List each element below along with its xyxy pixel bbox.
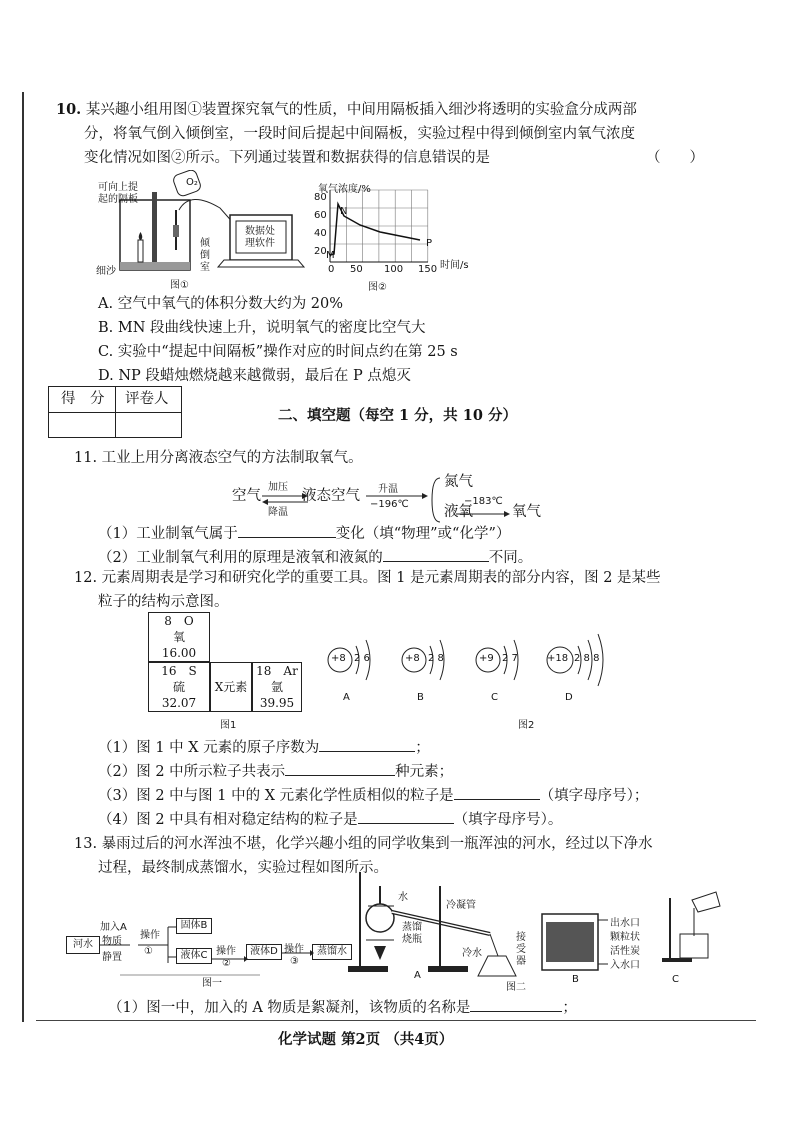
pt-ar-name: 氩 (270, 680, 283, 694)
section2-title: 二、填空题（每空 1 分，共 10 分） (278, 407, 517, 424)
q12-number: 12. (74, 570, 98, 586)
q10-stem (56, 98, 637, 122)
flow-liquid-air: 液态空气 (302, 488, 360, 504)
chart-ytick-80: 80 (314, 192, 327, 203)
flow-liquid-oxygen: 液氧 (444, 504, 473, 520)
chart-ytick-40: 40 (314, 228, 327, 239)
margin-line (22, 92, 24, 1022)
flow-air: 空气 (232, 488, 261, 504)
app-receiver-1: 接 (516, 932, 526, 943)
pt-s-mass: 32.07 (161, 696, 197, 710)
flow-op1-1: 操作 (140, 930, 160, 941)
q12-sub3-text-a: （3）图 2 中与图 1 中的 X 元素化学性质相似的粒子是 (98, 788, 454, 804)
candle (138, 240, 143, 262)
fig1-partition-label-2: 起的隔板 (98, 194, 138, 205)
page-footer (278, 1028, 453, 1052)
pt-ar-num: 18 Ar (256, 664, 298, 678)
q12-sub2-blank[interactable] (285, 761, 395, 776)
q12-sub4-text-b: （填字母序号）。 (453, 812, 563, 828)
pt-cell-oxygen (148, 612, 210, 662)
app-caption: 图二 (506, 982, 526, 993)
app-flask-1: 蒸馏 (402, 922, 422, 933)
fig1-pour-chamber-1: 倾 (200, 238, 210, 249)
flow-add-a-1: 加入A (100, 922, 127, 933)
app-water: 水 (398, 892, 408, 903)
distill-flask (366, 904, 394, 932)
app-receiver-2: 受 (516, 944, 526, 955)
particle-c-shells: 2 7 (502, 653, 518, 664)
pt-o-num: 8 O (164, 614, 194, 628)
chart-xtick-150: 150 (418, 264, 438, 275)
q10-line3-text: 变化情况如图②所示。下列通过装置和数据获得的信息错误的是 (84, 150, 490, 166)
particle-a-label: A (343, 692, 350, 703)
q13-number: 13. (74, 836, 98, 852)
q10-option-b: B. MN 段曲线快速上升，说明氧气的密度比空气大 (98, 320, 426, 336)
activated-carbon (546, 922, 594, 962)
carbon-filter (540, 912, 610, 972)
flow-liquid-c-text: 液体C (180, 950, 208, 961)
q11-stem (74, 446, 363, 470)
q12-sub1-blank[interactable] (319, 737, 415, 752)
score-table (48, 386, 182, 438)
footer-page: 第2页 (341, 1031, 381, 1048)
particle-diagrams (320, 620, 630, 710)
flow-op2-1: 操作 (216, 946, 236, 957)
chart-point-n: N (340, 206, 348, 217)
pt-s-num: 16 S (161, 664, 197, 678)
chart-ylabel: 氧气浓度/% (318, 184, 371, 195)
q11-sub2-blank[interactable] (383, 547, 489, 562)
fig1-pour-chamber-2: 倒 (200, 250, 210, 261)
q12-fig1-caption: 图1 (220, 720, 237, 731)
particle-a-nucleus: +8 (331, 653, 346, 664)
pour-label-c: C (672, 974, 679, 985)
app-label-a: A (414, 970, 421, 981)
flow-op2-2: ② (222, 958, 231, 969)
flow-temp2: −183℃ (464, 496, 503, 507)
footer-subject: 化学试题 (278, 1031, 336, 1048)
flow-solid-b-text: 固体B (180, 920, 208, 931)
fig1-caption: 图① (170, 280, 189, 291)
footer-rule (36, 1020, 756, 1021)
particle-b-shells: 2 8 (428, 653, 444, 664)
particle-d-nucleus: +18 (547, 653, 569, 664)
q13-line1: 暴雨过后的河水浑浊不堪，化学兴趣小组的同学收集到一瓶浑浊的河水，经过以下净水 (101, 836, 653, 852)
chart-ytick-20: 20 (314, 246, 327, 257)
chart-grid (330, 190, 428, 262)
fig1-software-1: 数据处 (245, 226, 275, 237)
filter-carbon-1: 颗粒状 (610, 932, 640, 943)
q12-sub2-text-b: 种元素； (395, 764, 454, 780)
q12-fig2-caption: 图2 (518, 720, 535, 731)
fig1-o2-label: O₂ (186, 177, 198, 188)
q12-sub2-text-a: （2）图 2 中所示粒子共表示 (98, 764, 286, 780)
beaker-c (680, 934, 708, 958)
q11-sub2-text-b: 不同。 (488, 550, 533, 566)
chart-xtick-100: 100 (384, 264, 404, 275)
filter-carbon-2: 活性炭 (610, 946, 640, 957)
flow-heat: 升温 (378, 484, 398, 495)
partition (152, 192, 157, 262)
q10-line1: 某兴趣小组用图①装置探究氧气的性质，中间用隔板插入细沙将透明的实验盒分成两部 (85, 102, 637, 118)
q12-sub4 (98, 808, 562, 832)
particle-c-nucleus: +9 (479, 653, 494, 664)
q10-line2: 分，将氧气倒入倾倒室，一段时间后提起中间隔板，实验过程中得到倾倒室内氧气浓度 (84, 126, 635, 142)
fig1-software-2: 理软件 (245, 238, 275, 249)
pt-x-name: X元素 (214, 680, 248, 694)
flow-add-a-2: 物质 (102, 936, 122, 947)
app-cold-water: 冷水 (462, 948, 482, 959)
flow-caption: 图一 (202, 978, 222, 989)
q11-sub1-blank[interactable] (238, 523, 336, 538)
q13-sub1-text-b: ； (562, 1000, 577, 1016)
q12-sub4-blank[interactable] (358, 809, 454, 824)
q13-sub1 (108, 996, 577, 1020)
q11-sub2-text-a: （2）工业制氧气利用的原理是液氧和液氮的 (98, 550, 383, 566)
filter-outlet: 出水口 (610, 918, 640, 929)
q12-sub1-text-a: （1）图 1 中 X 元素的原子序数为 (98, 740, 320, 756)
q12-sub3 (98, 784, 648, 808)
fig1-partition-label-1: 可向上提 (98, 182, 138, 193)
pt-s-name: 硫 (172, 680, 185, 694)
q12-sub3-text-b: （填字母序号）； (539, 788, 649, 804)
chart-ytick-60: 60 (314, 210, 327, 221)
score-col1: 得 分 (61, 391, 105, 407)
sand-layer (120, 262, 190, 270)
flow-settle: 静置 (102, 952, 122, 963)
pt-ar-mass: 39.95 (259, 696, 295, 710)
chart-caption: 图② (368, 282, 387, 293)
particle-d-shells: 2 8 8 (574, 653, 600, 664)
q12-sub3-blank[interactable] (454, 785, 540, 800)
q13-line2: 过程，最终制成蒸馏水，实验过程如图所示。 (98, 860, 388, 876)
q10-option-c: C. 实验中“提起中间隔板”操作对应的时间点约在第 25 s (98, 344, 458, 360)
flow-river-text: 河水 (73, 939, 93, 950)
q13-sub1-blank[interactable] (470, 997, 562, 1012)
q12-stem (74, 566, 661, 590)
app-condenser: 冷凝管 (446, 900, 476, 911)
q10-answer-paren: （ ） (646, 150, 704, 166)
pt-cell-x (210, 662, 252, 712)
q12-line2: 粒子的结构示意图。 (98, 594, 229, 610)
flow-nitrogen: 氮气 (444, 474, 473, 490)
flow-op1-2: ① (144, 946, 153, 957)
filter-label-b: B (572, 974, 579, 985)
q12-sub2 (98, 760, 453, 784)
particle-c-label: C (491, 692, 498, 703)
receiver-flask (478, 956, 516, 976)
particle-d-label: D (565, 692, 573, 703)
q10-option-d: D. NP 段蜡烛燃烧越来越微弱，最后在 P 点熄灭 (98, 368, 411, 384)
pt-o-name: 氧 (172, 630, 185, 644)
flow-temp1: −196℃ (370, 499, 409, 510)
q12-sub1-text-b: ； (415, 740, 430, 756)
pt-o-mass: 16.00 (161, 646, 197, 660)
filter-inlet: 入水口 (610, 960, 640, 971)
chart-point-p: P (426, 238, 433, 249)
chart-xtick-50: 50 (350, 264, 363, 275)
flow-liquid-d-text: 液体D (250, 946, 278, 957)
fig1-sand-label: 细沙 (96, 266, 116, 277)
q12-line1: 元素周期表是学习和研究化学的重要工具。图 1 是元素周期表的部分内容，图 2 是某些 (101, 570, 661, 586)
chart-point-m: M (326, 250, 335, 261)
pt-cell-argon (252, 662, 302, 712)
app-receiver-3: 器 (516, 956, 526, 967)
q11-sub1-text-b: 变化（填“物理”或“化学”） (335, 526, 511, 542)
chart-xlabel: 时间/s (440, 260, 469, 271)
q11-number: 11. (74, 450, 98, 466)
particle-b-nucleus: +8 (405, 653, 420, 664)
q13-flow-arrows (60, 910, 360, 980)
chart-xtick-0: 0 (328, 264, 335, 275)
pt-cell-sulfur (148, 662, 210, 712)
particle-b-label: B (417, 692, 424, 703)
flow-pressurize: 加压 (268, 482, 288, 493)
q11-stem-text: 工业上用分离液态空气的方法制取氧气。 (101, 450, 363, 466)
q12-sub1 (98, 736, 430, 760)
q10-line3 (84, 146, 704, 170)
footer-total: （共4页） (385, 1031, 454, 1048)
q10-option-a: A. 空气中氧气的体积分数大约为 20% (98, 296, 344, 312)
pouring-apparatus (660, 888, 730, 968)
q11-sub1 (98, 522, 510, 546)
score-col2: 评卷人 (125, 391, 169, 407)
flow-cool: 降温 (268, 507, 288, 518)
q12-sub4-text-a: （4）图 2 中具有相对稳定结构的粒子是 (98, 812, 358, 828)
app-flask-2: 烧瓶 (402, 934, 422, 945)
flow-op3-1: 操作 (284, 944, 304, 955)
fig1-pour-chamber-3: 室 (200, 262, 210, 273)
q13-sub1-text-a: （1）图一中，加入的 A 物质是絮凝剂，该物质的名称是 (108, 1000, 471, 1016)
flow-distilled-text: 蒸馏水 (317, 946, 347, 957)
distillation-apparatus (340, 866, 540, 986)
q11-sub1-text-a: （1）工业制氧气属于 (98, 526, 238, 542)
particle-a-shells: 2 6 (354, 653, 370, 664)
flow-oxygen: 氧气 (512, 504, 541, 520)
q13-stem (74, 832, 653, 856)
flow-op3-2: ③ (290, 956, 299, 967)
q10-number: 10. (56, 101, 82, 118)
